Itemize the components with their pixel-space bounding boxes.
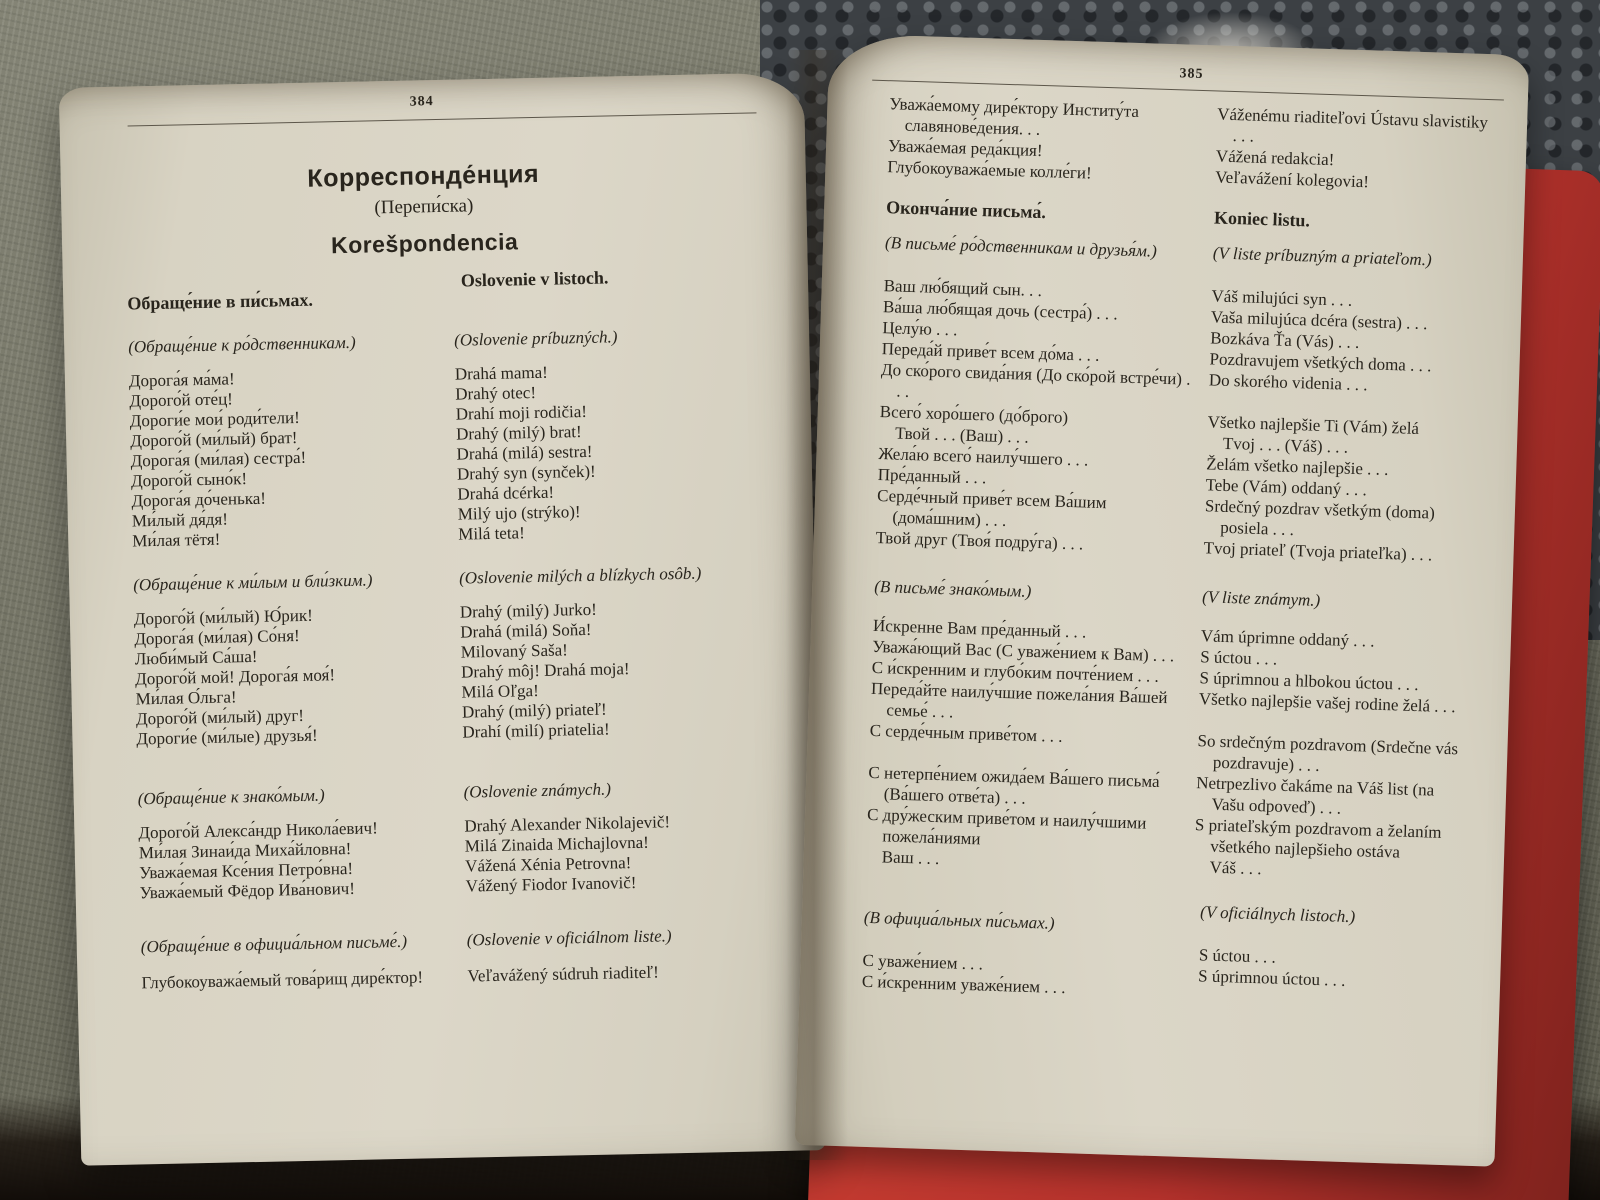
section-label-ru: (В официа́льных пи́сьмах.) (863, 907, 1055, 933)
page-number-right: 385 (1179, 66, 1204, 83)
phrase-sk: Všetko najlepšie vašej rodine želá . . . (1198, 689, 1456, 717)
phrase-ru: Уважа́ющий Вас (С уваже́нием к Вам) . . . (872, 636, 1175, 666)
phrase-sk: Vážená redakcia! (1215, 146, 1335, 170)
phrase-sk: Veľavážení kolegovia! (1215, 167, 1370, 192)
phrase-sk: Vám úprimne oddaný . . . (1200, 626, 1375, 651)
section-label (874, 576, 1476, 616)
phrase-sk: Milá teta! (458, 523, 525, 544)
phrase-sk: Do skorého videnia . . . (1208, 370, 1368, 395)
phrase-sk: Drahá mama! (454, 362, 549, 384)
phrase-sk: Drahý otec! (455, 382, 537, 404)
phrase-sk: Netrpezlivo čakáme na Váš list (na Vašu odpoveď) . . . (1195, 773, 1435, 818)
phrase-ru: Дорого́й (ми́лый) брат! (130, 428, 298, 451)
section-label (133, 563, 730, 595)
phrase-sk: Drahý syn (synček)! (456, 461, 596, 484)
phrase-ru: Дороги́е (ми́лые) друзья́! (136, 725, 318, 749)
phrase-ru: Глубокоуважа́емый това́рищ дире́ктор! (141, 967, 424, 993)
phrase-sk: Drahý môj! Drahá moja! (460, 659, 630, 682)
chapter-subtitle-russian: (Перепи́ска) (374, 195, 474, 219)
phrase-sk: Milovaný Saša! (460, 640, 569, 662)
section-rows (875, 275, 1485, 567)
phrase-sk: Milý ujo (strýko)! (457, 502, 581, 524)
phrase-ru: С и́скренним уваже́нием . . . (861, 971, 1066, 998)
section-label-sk: (Oslovenie milých a blízkych osôb.) (458, 563, 702, 588)
phrase-ru: Дорого́й Алекса́ндр Никола́евич! (138, 818, 378, 843)
section-rows (138, 811, 737, 903)
phrase-ru: Ми́лая Зинаи́да Миха́йловна! (138, 838, 352, 863)
phrase-row (141, 961, 738, 993)
right-page (795, 33, 1530, 1166)
phrase-ru: Дорога́я (ми́лая) сестра́! (130, 447, 307, 471)
chapter-title-russian: Корреспонде́нция (307, 159, 540, 193)
phrase-sk: Milá Zinaida Michajlovna! (464, 832, 650, 856)
section-label (128, 325, 725, 357)
section-header-sk: Koniec listu. (1213, 207, 1311, 231)
phrase-sk: S úprimnou a hlbokou úctou . . . (1199, 668, 1419, 695)
section-label-sk: (Oslovenie známych.) (463, 779, 612, 802)
phrase-sk: Drahý (milý) brat! (455, 422, 582, 444)
section-label-ru: (В письме́ ро́дственникам и друзья́м.) (884, 233, 1158, 261)
phrase-sk: Tebe (Vám) oddaný . . . (1205, 475, 1368, 500)
phrase-ru: С дру́жеским приве́том и наилу́чшими пожела́ниями Ваш . . . (866, 804, 1147, 869)
column-header-ru: Обраще́ние в пи́сьмах. (127, 289, 314, 314)
phrase-sk: Vážená Xénia Petrovna! (464, 853, 632, 876)
phrase-ru: И́скренне Вам пре́данный . . . (872, 615, 1087, 642)
phrase-ru: Целу́ю . . . (882, 318, 958, 340)
continued-rows (887, 93, 1491, 196)
phrase-ru: Жела́ю всего́ наилу́чшего . . . (878, 444, 1089, 470)
phrase-ru: Ми́лая О́льга! (135, 687, 237, 709)
section-label-sk: (V oficiálnych listoch.) (1199, 902, 1356, 927)
phrase-ru: Всего́ хоро́шего (до́брого) Твой . . . (Ваш) . . . (879, 402, 1069, 447)
column-header-sk: Oslovenie v listoch. (460, 267, 609, 291)
section-label-ru: (Обраще́ние к ро́дственникам.) (128, 332, 356, 357)
section-rows (129, 359, 730, 551)
phrase-sk: Drahí moji rodičia! (455, 401, 588, 424)
page-number-left: 384 (409, 94, 434, 110)
left-page (59, 72, 826, 1165)
phrase-ru: Дорого́й сыно́к! (130, 469, 248, 491)
section-label (863, 902, 1466, 947)
right-page-content (800, 33, 1530, 1012)
phrase-ru: Уважа́емый Фёдор Ива́нович! (139, 878, 356, 903)
section-label (885, 232, 1487, 272)
phrase-ru: Ми́лый дя́дя! (131, 509, 229, 531)
phrase-sk: Milá Oľga! (461, 681, 539, 702)
phrase-ru: Переда́й приве́т всем до́ма . . . (881, 339, 1100, 365)
section-label (138, 777, 735, 809)
phrase-sk: S priateľským pozdravom a želaním všetkého najlepšieho ostáva Váš . . . (1194, 815, 1442, 879)
phrase-ru: Дороги́е мои́ роди́тели! (129, 407, 300, 431)
phrase-ru: С уваже́нием . . . (862, 950, 984, 974)
section-label-sk: (V liste známym.) (1201, 587, 1321, 610)
phrase-ru: Дорога́я до́ченька! (131, 488, 267, 511)
phrase-ru: Уважа́емому дире́ктору Институ́та славянове́дения. . . (889, 94, 1140, 139)
chapter-title-slovak: Korešpondencia (330, 228, 519, 259)
phrase-sk: Bozkáva Ťa (Vás) . . . (1209, 328, 1360, 353)
phrase-sk: S úctou . . . (1199, 647, 1278, 669)
phrase-sk: So srdečným pozdravom (Srdečne vás pozdravuje) . . . (1197, 731, 1459, 776)
section-label-sk: (V liste príbuzným a priateľom.) (1212, 243, 1432, 270)
phrase-sk: Drahý (milý) priateľ! (461, 699, 607, 722)
section-label-ru: (Обраще́ние к ми́лым и бли́зким.) (133, 570, 373, 595)
phrase-ru: С нетерпе́нием ожида́ем Ва́шего письма́ (Ва́шего отве́та) . . . (868, 762, 1160, 808)
phrase-sk: Všetko najlepšie Ti (Vám) želá Tvoj . . . (Váš) . . . (1207, 412, 1420, 457)
phrase-sk: Drahí (milí) priatelia! (462, 719, 610, 742)
phrase-sk: Vážený Fiodor Ivanovič! (465, 872, 637, 896)
phrase-sk: Drahý (milý) Jurko! (459, 599, 597, 622)
phrase-sk: Pozdravujem všetkých doma . . . (1209, 349, 1432, 376)
phrase-sk: S úctou . . . (1198, 945, 1277, 967)
section-label (141, 925, 738, 957)
phrase-ru: Дорого́й мой! Дорога́я моя́! (134, 665, 336, 689)
section-label-ru: (В письме́ знако́мым.) (873, 576, 1032, 601)
phrase-sk: Drahý Alexander Nikolajevič! (464, 812, 671, 836)
section-rows (134, 597, 734, 749)
phrase-ru: Дорога́я ма́ма! (128, 369, 235, 391)
phrase-sk: Vaša milujúca dcéra (sestra) . . . (1210, 307, 1428, 334)
section-label-ru: (Обраще́ние к знако́мым.) (137, 785, 325, 809)
phrase-ru: Дорого́й оте́ц! (129, 389, 234, 411)
phrase-sk: Váženému riaditeľovi Ústavu slavistiky . . . (1216, 104, 1489, 146)
phrase-ru: До ско́рого свида́ния (До ско́рой встре́чи) . . . (880, 360, 1191, 401)
phrase-sk: Drahá (milá) sestra! (456, 441, 593, 464)
phrase-sk: Srdečný pozdrav všetkým (doma) posiela . . . (1204, 496, 1436, 540)
phrase-ru: Люби́мый Са́ша! (134, 646, 258, 669)
phrase-ru: Уважа́емая Ксе́ния Петро́вна! (139, 858, 354, 883)
phrase-ru: Переда́йте наилу́чшие пожела́ния Ва́шей семье́ . . . (870, 678, 1168, 722)
phrase-ru: Дорого́й (ми́лый) друг! (135, 705, 305, 729)
section-rows (141, 961, 738, 993)
phrase-sk: Drahá (milá) Soňa! (460, 619, 592, 642)
section-header-ru: Оконча́ние письма́. (885, 197, 1047, 223)
column-headers (127, 267, 724, 314)
phrase-sk: S úprimnou úctou . . . (1197, 966, 1346, 990)
phrase-ru: Твой друг (Твоя́ подру́га) . . . (875, 527, 1084, 554)
phrase-ru: Глубокоуважа́емые колле́ги! (887, 157, 1092, 183)
phrase-ru: Серде́чный приве́т всем Ва́шим (дома́шним) . . . (876, 486, 1107, 531)
phrase-sk: Želám všetko najlepšie . . . (1206, 454, 1389, 480)
phrase-ru: Ми́лая тётя! (132, 529, 221, 551)
section-rows (861, 945, 1465, 1011)
phrase-ru: С серде́чным приве́том . . . (869, 720, 1063, 746)
phrase-sk: Váš milujúci syn . . . (1211, 286, 1353, 310)
phrase-ru: Ваш лю́бящий сын. . . (883, 276, 1043, 301)
phrase-sk: Veľavážený súdruh riaditeľ! (467, 962, 659, 986)
phrase-sk: Drahá dcérka! (457, 482, 555, 504)
phrase-ru: Дорога́я (ми́лая) Со́ня! (134, 625, 300, 649)
phrase-ru: Ва́ша лю́бящая дочь (сестра́) . . . (882, 297, 1119, 324)
section-label-sk: (Oslovenie príbuzných.) (453, 327, 618, 350)
section-label-sk: (Oslovenie v oficiálnom liste.) (466, 926, 672, 950)
section-rows (865, 615, 1475, 886)
phrase-sk: Tvoj priateľ (Tvoja priateľka) . . . (1203, 538, 1433, 565)
section-headers (886, 197, 1488, 237)
section-label-ru: (Обраще́ние в официа́льном письме́.) (140, 931, 408, 957)
phrase-ru: Уважа́емая реда́кция! (887, 136, 1043, 161)
phrase-ru: Дорого́й (ми́лый) Ю́рик! (133, 605, 314, 629)
left-page-content (59, 72, 823, 994)
phrase-ru: Пре́данный . . . (877, 465, 987, 488)
phrase-ru: С и́скренним и глубо́ким почте́нием . . . (871, 657, 1160, 686)
